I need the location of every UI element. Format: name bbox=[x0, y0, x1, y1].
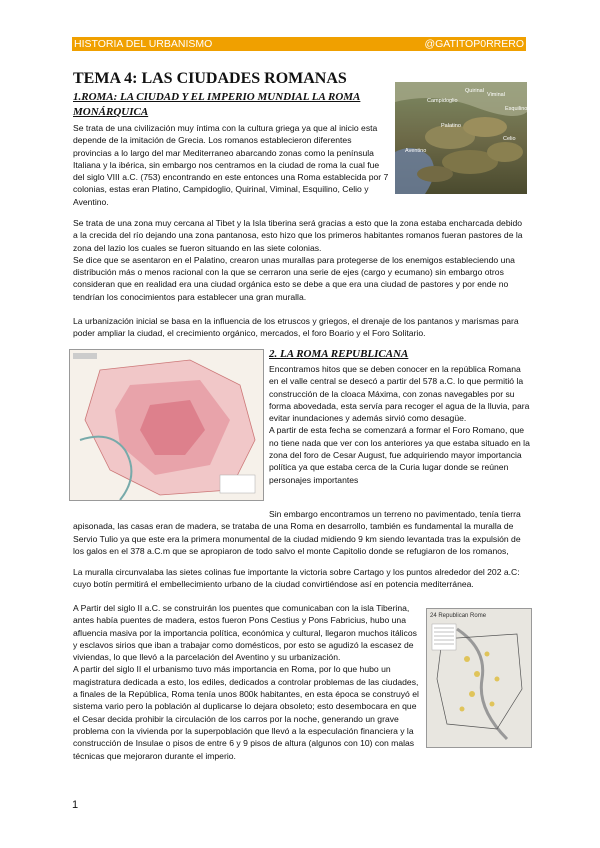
page-number: 1 bbox=[72, 799, 79, 811]
header-course-title: HISTORIA DEL URBANISMO bbox=[74, 38, 213, 50]
map1-label-aventino: Aventino bbox=[405, 148, 427, 154]
section-2-paragraph-1: Encontramos hitos que se deben conocer en la república Romana en el valle central se desecó a partir del 578 a.C. lo que permitió la construcción de la cloaca Máxima, con zonas navegables por su forma abovedada, esta servía para recoger el agua de la lluvia, para evitar inundaciones y además sirvió como desagüe. bbox=[269, 364, 530, 424]
pink-map-drawing bbox=[70, 350, 263, 500]
section-2-paragraph-5: A Partir del siglo II a.C. se construirán los puentes que comunicaban con la isla Tiberina, antes había puentes de madera, estos fueron Pons Cestius y Pons Fabricius, hubo una afluencia masiva por la importancia política, económica y cultural, llegaron muchos itálicos y esclavos sirios que iban a trabajar como domésticos, por esto se agudizó la escasez de viviendas, lo que llevó a la parcelación del Aventino y su urbanización. bbox=[73, 603, 417, 663]
plan-map-drawing bbox=[427, 609, 531, 747]
map1-label-quirinal: Quirinal bbox=[465, 88, 484, 94]
seven-hills-illustration bbox=[395, 82, 527, 194]
plan-map-title: 24 Republican Rome bbox=[430, 613, 487, 619]
map1-label-campidoglio: Campidoglio bbox=[427, 98, 458, 104]
map1-label-palatino: Palatino bbox=[441, 123, 461, 129]
section-2-heading: 2. LA ROMA REPUBLICANA bbox=[269, 348, 409, 360]
republican-rome-plan-map bbox=[426, 608, 532, 748]
section-1-paragraph-2: Se trata de una zona muy cercana al Tibet y la Isla tiberina será gracias a esto que la zona estaba encharcada debido a la crecida del río dejando una zona pantanosa, esto hizo que los primeros habitantes romanos fueran pastores de la zona del lazio los cuales se fueron situando en las siete colonias. bbox=[73, 218, 523, 253]
republican-rome-pink-map bbox=[69, 349, 264, 501]
section-2-paragraph-3: Sin embargo encontramos un terreno no pavimentado, tenía tierra apisonada, las casas eran de madera, se trataba de una Roma en desarrollo, también es fundamental la muralla de Servio Tulio ya que este era la primera monumental de la ciudad midiendo 9 km siendo levantada tras la expulsión de los galos en el 378 a.C.m que se apropiaron de todo salvo el monte Capitolio donde se refugiaron de los romanos, bbox=[73, 509, 521, 556]
section-1-body bbox=[73, 217, 528, 340]
map1-label-viminal: Viminal bbox=[487, 92, 505, 98]
seven-hills-map bbox=[395, 82, 527, 194]
section-1-heading: 1.ROMA: LA CIUDAD Y EL IMPERIO MUNDIAL LA ROMA MONÁRQUICA bbox=[73, 91, 361, 118]
section-2-paragraph-4: La muralla circunvalaba las sietes colinas fue importante la victoria sobre Cartago y los puntos alrededor del 202 a.C: cuyo botín permitirá el embellecimiento urbano de la ciudad convirtiéndose así en potencia mediterránea. bbox=[73, 567, 520, 590]
section-1-paragraph-3: Se dice que se asentaron en el Palatino, crearon unas murallas para protegerse de los enemigos estableciendo una distribución más o menos racional con la que se cerraron una serie de ejes (cargo y ecumano) sin embargo otros consideran que en realidad era una ciudad orgánica esto se debe a que era una ciudad de pastores y por ende no tendrían los conocimientos para establecer una gran muralla. bbox=[73, 254, 515, 302]
section-2-top bbox=[269, 363, 531, 486]
page-header bbox=[72, 37, 526, 51]
map1-label-esquilino: Esquilino bbox=[505, 106, 527, 112]
section-1-paragraph-4: La urbanización inicial se basa en la influencia de los etruscos y griegos, el drenaje de los pantanos y marismas para poder ampliar la ciudad, el crecimiento orgánico, mercados, el foro Boario y el Foro Solitario. bbox=[73, 316, 519, 339]
section-2-paragraph-2: A partir de esta fecha se comenzará a formar el Foro Romano, que no tiene nada que ver con los anteriores ya que estaba situado en la zona del foro de Cesar August, fue adquiriendo mayor importancia política ya que estaba cerca de la Curia lugar donde se reúnen personajes importantes bbox=[269, 425, 530, 485]
section-2-lower bbox=[73, 602, 423, 762]
header-author-handle: @GATITOP0RRERO bbox=[424, 38, 524, 50]
section-2-paragraph-6: A partir del siglo II el urbanismo tuvo más importancia en Roma, por lo que hubo un magistratura dedicada a esto, los ediles, dedicados a controlar problemas de las ciudades, a finales de la República, Roma tenía unos 800k habitantes, en esta época se construyó el sistema vario pero la población al duplicarse lo dejara obsoleto; esto desembocara en que el Cesar decida prohibir la circulación de los carros por la noche, generando un grave problema con la vivienda por la superpoblación que llevó a la especulación financiera y la construcción de Insulae o pisos de entre 6 y 9 pisos de altura (algunos con 10) con malas técnicas que mejoraron durante el imperio. bbox=[73, 664, 419, 761]
section-1-intro: Se trata de una civilización muy íntima con la cultura griega ya que al inicio esta depende de la imitación de Grecia. Los romanos establecieron diferentes provincias a lo largo del mar Mediterraneo abarcando zonas como la península Italiana y la ibérica, sin embargo nos centramos en la ciudad de roma la cual fue del siglo VIII a.C. (753) encontrando en este entonces una Roma establecida por 7 colonias, estas eran Platino, Campidoglio, Quirinal, Viminal, Esquilino, Celio y Aventino. bbox=[73, 123, 389, 207]
map1-label-celio: Celio bbox=[503, 136, 516, 142]
page-title: TEMA 4: LAS CIUDADES ROMANAS bbox=[73, 70, 347, 87]
